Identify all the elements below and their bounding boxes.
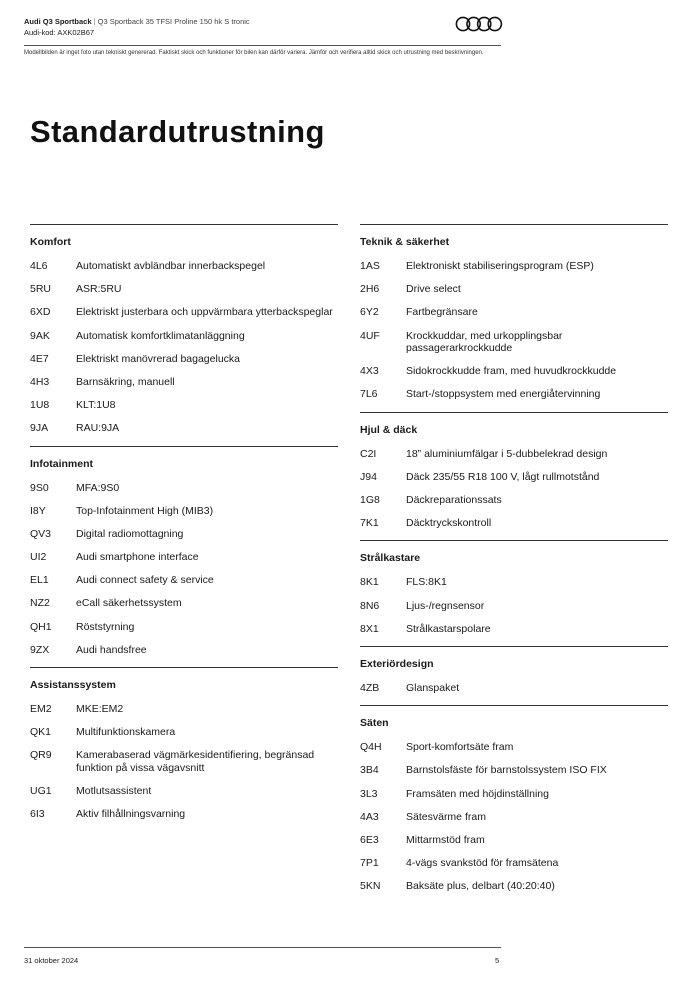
- equipment-description: Digital radiomottagning: [76, 527, 184, 540]
- equipment-description: Sidokrockkudde fram, med huvudkrockkudde: [406, 365, 617, 378]
- right-column: [360, 224, 668, 903]
- equipment-item: [360, 834, 668, 847]
- equipment-code: J94: [360, 470, 377, 483]
- equipment-code: UI2: [30, 551, 47, 564]
- equipment-description: Automatisk komfortklimatanläggning: [76, 329, 245, 342]
- equipment-section: [360, 224, 668, 401]
- equipment-code: 5RU: [30, 283, 52, 296]
- equipment-item: [360, 880, 668, 893]
- section-title: Komfort: [30, 236, 71, 248]
- equipment-item: [30, 551, 338, 564]
- equipment-code: QV3: [30, 527, 52, 540]
- equipment-description: Automatiskt avbländbar innerbackspegel: [76, 260, 266, 272]
- equipment-item: [30, 703, 338, 716]
- equipment-code: 6XD: [30, 306, 51, 319]
- equipment-item: [30, 785, 338, 798]
- equipment-code: C2I: [360, 447, 377, 460]
- equipment-description: Elektroniskt stabiliseringsprogram (ESP): [406, 260, 594, 272]
- equipment-description: Däckreparationssats: [406, 494, 502, 506]
- equipment-item: [360, 448, 668, 461]
- equipment-item: [30, 644, 338, 657]
- equipment-code: 1AS: [360, 260, 380, 272]
- equipment-description: Strålkastarspolare: [406, 622, 491, 635]
- equipment-description: 18” aluminiumfälgar i 5-dubbelekrad design: [406, 447, 608, 460]
- equipment-item: [360, 471, 668, 484]
- equipment-code: 8X1: [360, 622, 379, 635]
- equipment-code: 6Y2: [360, 306, 379, 319]
- equipment-item: [30, 597, 338, 610]
- equipment-item: [360, 811, 668, 824]
- equipment-code: 9S0: [30, 481, 49, 494]
- left-column: [30, 224, 338, 831]
- equipment-code: 1U8: [30, 399, 50, 412]
- equipment-code: 5KN: [360, 880, 381, 893]
- equipment-item: [30, 482, 338, 495]
- equipment-item: [360, 623, 668, 636]
- equipment-code: 9JA: [30, 422, 49, 435]
- equipment-description: 4-vägs svankstöd för framsätena: [406, 857, 559, 870]
- equipment-description: RAU:9JA: [76, 422, 120, 435]
- equipment-code: 3L3: [360, 787, 378, 800]
- equipment-code: 8K1: [360, 576, 379, 589]
- equipment-code: 4X3: [360, 365, 379, 378]
- equipment-description: MFA:9S0: [76, 481, 120, 494]
- equipment-description: FLS:8K1: [406, 576, 447, 589]
- audi-rings-logo: [455, 16, 503, 32]
- equipment-description: Kamerabaserad vägmärkesidentifiering, begränsad funktion på vissa vägavsnitt: [76, 749, 315, 774]
- section-title: Säten: [360, 717, 389, 730]
- header-divider: [24, 45, 501, 46]
- equipment-code: QK1: [30, 726, 52, 739]
- equipment-item: [360, 682, 668, 695]
- equipment-item: [30, 260, 338, 273]
- equipment-section: [30, 224, 338, 435]
- equipment-section: [360, 412, 668, 530]
- equipment-code: 6E3: [360, 833, 379, 846]
- equipment-item: [30, 399, 338, 412]
- equipment-description: Audi handsfree: [76, 643, 147, 656]
- equipment-description: Start-/stoppsystem med energiåtervinning: [406, 388, 601, 401]
- equipment-item: [360, 330, 668, 355]
- header-separator: |: [93, 17, 96, 26]
- equipment-item: [360, 517, 668, 530]
- equipment-item: [360, 260, 668, 273]
- equipment-code: EL1: [30, 574, 49, 587]
- equipment-item: [30, 353, 338, 366]
- equipment-code: 4ZB: [360, 681, 380, 694]
- equipment-item: [360, 494, 668, 507]
- equipment-description: Audi connect safety & service: [76, 574, 214, 587]
- equipment-item: [360, 857, 668, 870]
- equipment-item: [30, 283, 338, 296]
- equipment-description: Barnstolsfäste för barnstolssystem ISO FIX: [406, 764, 607, 777]
- equipment-code: 4A3: [360, 810, 379, 823]
- equipment-item: [30, 574, 338, 587]
- section-title: Exteriördesign: [360, 657, 434, 670]
- equipment-description: Däcktryckskontroll: [406, 517, 492, 530]
- equipment-code: UG1: [30, 785, 52, 798]
- page-number: 5: [495, 956, 500, 965]
- equipment-code: NZ2: [30, 597, 50, 610]
- equipment-description: Elektriskt manövrerad bagagelucka: [76, 352, 241, 365]
- equipment-description: Ljus-/regnsensor: [406, 599, 485, 612]
- equipment-code: 7P1: [360, 857, 379, 870]
- equipment-code: 8N6: [360, 599, 380, 612]
- equipment-item: [30, 422, 338, 435]
- equipment-description: Röststyrning: [76, 620, 135, 633]
- header-model-line: [24, 16, 504, 27]
- equipment-code: 6I3: [30, 808, 45, 821]
- equipment-section: [30, 667, 338, 821]
- equipment-description: Fartbegränsare: [406, 306, 478, 319]
- equipment-description: ASR:5RU: [76, 283, 122, 296]
- equipment-code: 9ZX: [30, 643, 50, 656]
- equipment-section: [30, 446, 338, 657]
- equipment-item: [360, 741, 668, 754]
- equipment-description: Motlutsassistent: [76, 785, 152, 798]
- section-title: Hjul & däck: [360, 423, 418, 436]
- section-title: Assistanssystem: [30, 679, 116, 691]
- equipment-description: Drive select: [406, 283, 461, 296]
- equipment-description: Glanspaket: [406, 681, 460, 694]
- equipment-description: Top-Infotainment High (MIB3): [76, 504, 214, 517]
- equipment-item: [360, 788, 668, 801]
- equipment-code: QH1: [30, 620, 52, 633]
- equipment-item: [30, 808, 338, 821]
- equipment-item: [360, 388, 668, 401]
- page-title: Standardutrustning: [30, 114, 325, 149]
- equipment-item: [30, 376, 338, 389]
- equipment-description: eCall säkerhetssystem: [76, 597, 182, 610]
- equipment-item: [360, 306, 668, 319]
- model-full-name: Q3 Sportback 35 TFSI Proline 150 hk S tronic: [97, 17, 250, 26]
- equipment-section: [360, 705, 668, 893]
- equipment-description: Sport-komfortsäte fram: [406, 741, 514, 754]
- equipment-item: [360, 600, 668, 613]
- equipment-section: [360, 646, 668, 695]
- equipment-code: 1G8: [360, 494, 380, 506]
- disclaimer-text: Modellbilden är inget foto utan tekniskt genererad. Faktiskt skick och funktioner för bilen kan därför variera. Jämför och verifiera alltid skick och utrustning med beskrivningen.: [24, 50, 484, 56]
- audi-code: Audi-kod: AXK02B67: [24, 28, 95, 37]
- equipment-item: [30, 330, 338, 343]
- equipment-description: Baksäte plus, delbart (40:20:40): [406, 880, 555, 893]
- equipment-item: [360, 764, 668, 777]
- equipment-section: [360, 540, 668, 635]
- equipment-code: 4H3: [30, 375, 50, 388]
- equipment-code: I8Y: [30, 504, 46, 517]
- equipment-code: 3B4: [360, 764, 379, 777]
- equipment-code: 7L6: [360, 388, 378, 401]
- equipment-code: 2H6: [360, 283, 380, 296]
- equipment-description: Audi smartphone interface: [76, 551, 199, 564]
- section-title: Teknik & säkerhet: [360, 236, 450, 248]
- equipment-code: Q4H: [360, 741, 382, 754]
- equipment-description: Barnsäkring, manuell: [76, 375, 175, 388]
- brand-model: Audi Q3 Sportback: [24, 17, 92, 26]
- equipment-code: EM2: [30, 703, 52, 715]
- equipment-item: [30, 505, 338, 518]
- footer-divider: [24, 947, 501, 948]
- equipment-code: 4E7: [30, 352, 49, 365]
- document-header: [24, 16, 504, 38]
- equipment-code: 9AK: [30, 329, 50, 342]
- equipment-description: Krockkuddar, med urkopplingsbar passagerarkrockkudde: [406, 329, 563, 355]
- equipment-description: Däck 235/55 R18 100 V, lågt rullmotstånd: [406, 470, 600, 483]
- equipment-item: [360, 576, 668, 589]
- footer-date: 31 oktober 2024: [24, 956, 79, 965]
- equipment-item: [30, 726, 338, 739]
- section-title: Infotainment: [30, 457, 93, 470]
- equipment-item: [30, 621, 338, 634]
- equipment-description: MKE:EM2: [76, 703, 124, 715]
- equipment-description: Framsäten med höjdinställning: [406, 787, 549, 800]
- equipment-code: 4UF: [360, 329, 380, 342]
- equipment-description: Aktiv filhållningsvarning: [76, 808, 186, 821]
- equipment-item: [360, 365, 668, 378]
- equipment-item: [30, 528, 338, 541]
- equipment-item: [30, 749, 338, 774]
- equipment-description: Multifunktionskamera: [76, 726, 176, 739]
- section-title: Strålkastare: [360, 552, 421, 565]
- equipment-code: 4L6: [30, 260, 48, 272]
- equipment-description: KLT:1U8: [76, 399, 116, 412]
- equipment-item: [360, 283, 668, 296]
- equipment-code: QR9: [30, 749, 52, 762]
- equipment-description: Sätesvärme fram: [406, 810, 486, 823]
- equipment-description: Mittarmstöd fram: [406, 833, 485, 846]
- equipment-description: Elektriskt justerbara och uppvärmbara ytterbackspeglar: [76, 306, 333, 319]
- equipment-item: [30, 306, 338, 319]
- equipment-code: 7K1: [360, 517, 379, 530]
